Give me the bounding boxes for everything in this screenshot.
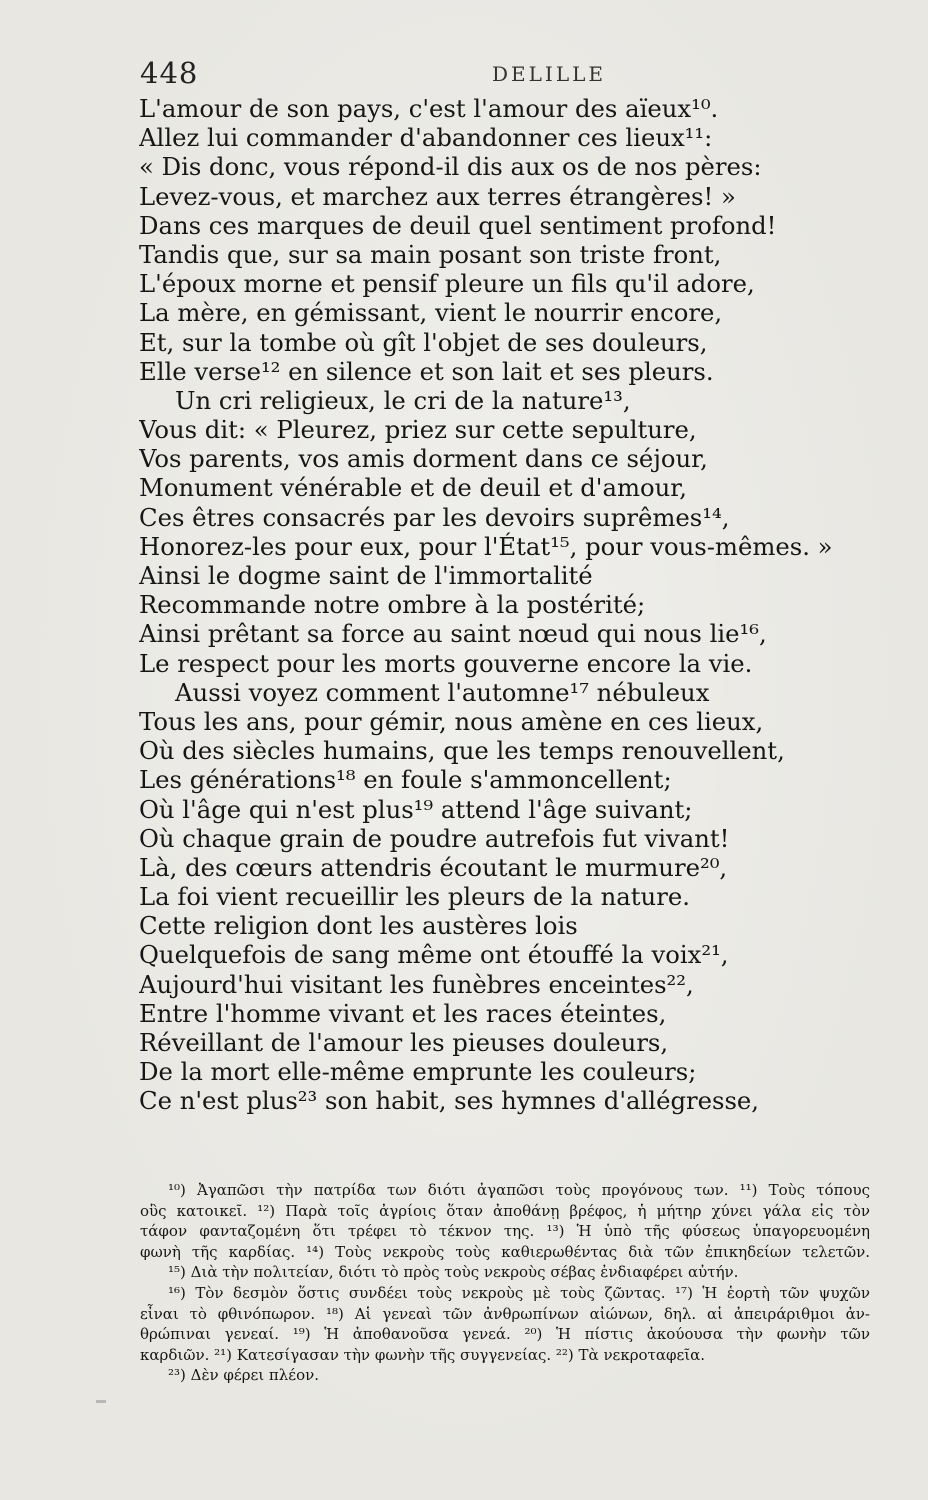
verse-line: De la mort elle-même emprunte les couleurs; <box>139 1057 697 1087</box>
verse-line: Le respect pour les morts gouverne encore la vie. <box>139 648 753 678</box>
verse-line: Ainsi le dogme saint de l'immortalité <box>139 561 593 590</box>
verse-line: « Dis donc, vous répond-il dis aux os de nos pères: <box>139 152 762 182</box>
footnote-line: ²³) Δὲν φέρει πλέον. <box>168 1366 319 1385</box>
running-head: DELILLE <box>492 62 606 86</box>
verse-line: Dans ces marques de deuil quel sentiment profond! <box>139 210 777 240</box>
verse-line: Réveillant de l'amour les pieuses douleurs, <box>139 1028 669 1057</box>
footnote-line: τάφον φανταζομένη ὅτι τρέφει τὸ τέκνον της. ¹³) Ἡ ὑπὸ τῆς φύσεως ὑπαγορευομένη <box>140 1222 870 1241</box>
poem-text <box>139 94 879 1116</box>
verse-line: Un cri religieux, le cri de la nature¹³, <box>175 385 631 415</box>
verse-line: Aussi voyez comment l'automne¹⁷ nébuleux <box>175 677 710 707</box>
footnote-line: καρδιῶν. ²¹) Κατεσίγασαν τὴν φωνὴν τῆς συγγενείας. ²²) Τὰ νεκροταφεῖα. <box>140 1345 706 1364</box>
footnotes <box>140 1180 870 1386</box>
footnote-line: θρώπιναι γενεαί. ¹⁹) Ἡ ἀποθανοῦσα γενεά. ²⁰) Ἡ πίστις ἀκούουσα τὴν φωνὴν τῶν <box>140 1325 870 1344</box>
footnote-line: ¹⁶) Τὸν δεσμὸν ὅστις συνδέει τοὺς νεκροὺς μὲ τοὺς ζῶντας. ¹⁷) Ἡ ἑορτὴ τῶν ψυχῶν <box>168 1283 870 1302</box>
verse-line: Entre l'homme vivant et les races éteintes, <box>139 998 667 1028</box>
verse-line: Ces êtres consacrés par les devoirs suprêmes¹⁴, <box>139 502 730 532</box>
page-header <box>140 56 860 90</box>
footnote-line: ¹⁰) Ἀγαπῶσι τὴν πατρίδα των διότι ἀγαπῶσι τοὺς προγόνους των. ¹¹) Τοὺς τόπους <box>168 1181 870 1199</box>
verse-line: Vos parents, vos amis dorment dans ce séjour, <box>139 444 708 474</box>
verse-line: Ce n'est plus²³ son habit, ses hymnes d'allégresse, <box>139 1086 760 1116</box>
verse-line: Et, sur la tombe où gît l'objet de ses douleurs, <box>139 327 708 357</box>
verse-line: Cette religion dont les austères lois <box>139 911 578 941</box>
verse-line: Les générations¹⁸ en foule s'ammoncellent; <box>139 765 672 795</box>
verse-line: Quelquefois de sang même ont étouffé la voix²¹, <box>139 940 729 970</box>
verse-line: L'époux morne et pensif pleure un fils qu'il adore, <box>139 269 755 299</box>
footnote-line: οὓς κατοικεῖ. ¹²) Παρὰ τοῖς ἀγρίοις ὅταν ἀποθάνῃ βρέφος, ἡ μήτηρ χύνει γάλα εἰς τὸν <box>140 1201 870 1220</box>
footnote-line: φωνὴ τῆς καρδίας. ¹⁴) Τοὺς νεκροὺς τοὺς καθιερωθέντας διὰ τῶν ἐπικηδείων τελετῶν. <box>140 1242 870 1261</box>
verse-line: Monument vénérable et de deuil et d'amour, <box>139 473 687 503</box>
verse-line: Tous les ans, pour gémir, nous amène en ces lieux, <box>139 706 764 736</box>
verse-line: L'amour de son pays, c'est l'amour des aïeux¹⁰. <box>139 94 719 123</box>
verse-line: Où l'âge qui n'est plus¹⁹ attend l'âge suivant; <box>139 794 693 824</box>
verse-line: La mère, en gémissant, vient le nourrir encore, <box>139 298 723 328</box>
footnote-line: εἶναι τὸ φθινόπωρον. ¹⁸) Αἱ γενεαὶ τῶν ἀνθρωπίνων αἰώνων, δηλ. αἱ ἀπειράριθμοι ἀν- <box>140 1304 870 1323</box>
verse-line: Levez-vous, et marchez aux terres étrangères! » <box>139 181 736 211</box>
verse-line: Allez lui commander d'abandonner ces lieux¹¹: <box>139 123 713 153</box>
verse-line: Tandis que, sur sa main posant son triste front, <box>139 239 722 269</box>
verse-line: Elle verse¹² en silence et son lait et ses pleurs. <box>139 356 714 386</box>
print-mark <box>96 1400 106 1403</box>
verse-line: Honorez-les pour eux, pour l'État¹⁵, pour vous-mêmes. » <box>139 531 833 561</box>
verse-line: Où chaque grain de poudre autrefois fut vivant! <box>139 823 730 853</box>
verse-line: Là, des cœurs attendris écoutant le murmure²⁰, <box>139 852 728 882</box>
footnote-line: ¹⁵) Διὰ τὴν πολιτείαν, διότι τὸ πρὸς τοὺς νεκροὺς σέβας ἐνδιαφέρει αὐτήν. <box>168 1263 739 1282</box>
verse-line: Recommande notre ombre à la postérité; <box>139 590 646 620</box>
verse-line: Aujourd'hui visitant les funèbres enceintes²², <box>139 969 694 999</box>
verse-line: Où des siècles humains, que les temps renouvellent, <box>139 736 785 766</box>
verse-line: La foi vient recueillir les pleurs de la nature. <box>139 882 690 912</box>
page-number: 448 <box>140 56 199 90</box>
verse-line: Vous dit: « Pleurez, priez sur cette sepulture, <box>139 415 697 445</box>
verse-line: Ainsi prêtant sa force au saint nœud qui nous lie¹⁶, <box>139 619 767 649</box>
